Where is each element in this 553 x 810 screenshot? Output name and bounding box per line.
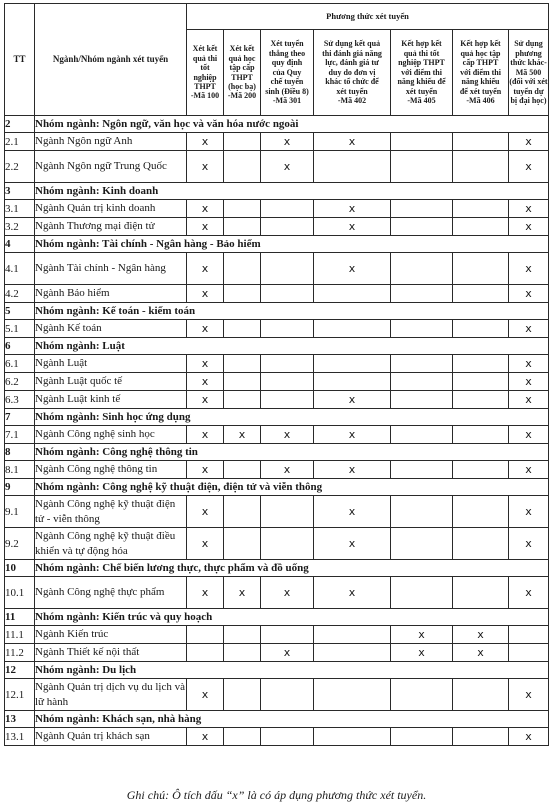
method-mark-cell: x	[314, 426, 391, 444]
row-number: 8	[5, 444, 35, 461]
method-mark-cell: x	[314, 133, 391, 151]
header-method-line: tuyển dự	[513, 86, 544, 96]
header-method-line: (đối với xét	[509, 77, 548, 87]
major-name: Ngành Quản trị kinh doanh	[35, 200, 187, 218]
method-mark-cell: x	[314, 528, 391, 560]
method-mark-cell: x	[391, 626, 453, 644]
major-name: Ngành Quản trị dịch vụ du lịch và lữ hành	[35, 679, 187, 711]
method-mark-cell: x	[314, 253, 391, 285]
header-method-line: với điểm thi	[401, 67, 442, 77]
major-name: Ngành Công nghệ sinh học	[35, 426, 187, 444]
group-row	[5, 338, 549, 355]
method-mark-cell: x	[509, 133, 549, 151]
header-method-line: lực, đánh giá tư	[325, 58, 379, 68]
row-number: 3.2	[5, 218, 35, 236]
method-mark-cell	[224, 218, 261, 236]
method-mark-cell	[314, 373, 391, 391]
major-name: Ngành Bảo hiểm	[35, 285, 187, 303]
method-mark-cell	[453, 528, 509, 560]
group-row	[5, 479, 549, 496]
group-name: Nhóm ngành: Kiến trúc và quy hoạch	[35, 609, 549, 626]
method-mark-cell: x	[314, 577, 391, 609]
table-body	[5, 116, 549, 746]
header-method-line: tập cấp	[229, 63, 255, 73]
major-name: Ngành Quản trị khách sạn	[35, 728, 187, 746]
method-mark-cell: x	[314, 200, 391, 218]
method-mark-cell: x	[261, 426, 314, 444]
method-mark-cell: x	[261, 644, 314, 662]
table-row	[5, 373, 549, 391]
row-number: 5	[5, 303, 35, 320]
method-mark-cell	[224, 133, 261, 151]
major-name: Ngành Công nghệ kỹ thuật điện tử - viễn thông	[35, 496, 187, 528]
method-mark-cell	[391, 528, 453, 560]
row-number: 10	[5, 560, 35, 577]
method-mark-cell	[224, 728, 261, 746]
method-mark-cell: x	[509, 373, 549, 391]
group-name: Nhóm ngành: Khách sạn, nhà hàng	[35, 711, 549, 728]
method-mark-cell	[261, 391, 314, 409]
method-mark-cell	[224, 253, 261, 285]
row-number: 10.1	[5, 577, 35, 609]
header-method-line: Sử dụng	[514, 39, 543, 49]
method-mark-cell	[391, 391, 453, 409]
method-mark-cell	[261, 285, 314, 303]
row-number: 7.1	[5, 426, 35, 444]
header-method-line: Kết hợp kết	[401, 39, 442, 49]
major-name: Ngành Tài chính - Ngân hàng	[35, 253, 187, 285]
header-method-line: -Mã 301	[272, 96, 302, 106]
method-mark-cell	[391, 728, 453, 746]
table-row	[5, 151, 549, 183]
method-mark-cell	[224, 355, 261, 373]
header-method-line: quả học	[228, 53, 256, 63]
group-name: Nhóm ngành: Tài chính - Ngân hàng - Bảo hiểm	[35, 236, 549, 253]
method-mark-cell	[453, 320, 509, 338]
major-name: Ngành Thương mại điện tử	[35, 218, 187, 236]
method-mark-cell	[453, 285, 509, 303]
header-method-line: sinh (Điều 8)	[265, 86, 309, 96]
method-mark-cell	[261, 626, 314, 644]
method-mark-cell: x	[314, 461, 391, 479]
method-mark-cell	[391, 320, 453, 338]
method-mark-cell	[261, 253, 314, 285]
method-mark-cell	[453, 577, 509, 609]
footnote: Ghi chú: Ô tích dấu “x” là có áp dụng phương thức xét tuyển.	[126, 788, 427, 802]
header-method-line: nghiệp	[193, 72, 217, 82]
header-method-line: -Mã 402	[337, 96, 367, 106]
method-mark-cell: x	[509, 728, 549, 746]
header-method-1	[187, 30, 224, 116]
header-method-line: tốt	[200, 63, 210, 73]
method-mark-cell: x	[187, 391, 224, 409]
group-name: Nhóm ngành: Chế biến lương thực, thực phẩm và đồ uống	[35, 560, 549, 577]
table-row	[5, 426, 549, 444]
method-mark-cell	[391, 461, 453, 479]
row-number: 6.3	[5, 391, 35, 409]
row-number: 4.2	[5, 285, 35, 303]
table-row	[5, 391, 549, 409]
method-mark-cell	[314, 151, 391, 183]
method-mark-cell: x	[453, 644, 509, 662]
row-number: 13.1	[5, 728, 35, 746]
header-method-line: Xét kết	[229, 44, 255, 54]
method-mark-cell: x	[509, 355, 549, 373]
method-mark-cell	[224, 626, 261, 644]
method-mark-cell	[261, 679, 314, 711]
method-mark-cell: x	[509, 253, 549, 285]
method-mark-cell	[509, 626, 549, 644]
method-mark-cell	[453, 679, 509, 711]
major-name: Ngành Công nghệ thực phẩm	[35, 577, 187, 609]
major-name: Ngành Luật kinh tế	[35, 391, 187, 409]
method-mark-cell: x	[314, 391, 391, 409]
method-mark-cell	[453, 391, 509, 409]
method-mark-cell: x	[224, 577, 261, 609]
major-name: Ngành Kiến trúc	[35, 626, 187, 644]
table-row	[5, 644, 549, 662]
row-number: 5.1	[5, 320, 35, 338]
method-mark-cell: x	[261, 133, 314, 151]
table-row	[5, 461, 549, 479]
method-mark-cell	[391, 133, 453, 151]
row-number: 11.1	[5, 626, 35, 644]
method-mark-cell: x	[509, 426, 549, 444]
method-mark-cell	[261, 355, 314, 373]
table-row	[5, 133, 549, 151]
method-mark-cell: x	[187, 253, 224, 285]
admission-methods-table	[4, 3, 549, 746]
row-number: 3.1	[5, 200, 35, 218]
header-method-line: thi đánh giá năng	[322, 48, 382, 58]
header-method-line: duy do đơn vị	[328, 67, 376, 77]
method-mark-cell	[261, 496, 314, 528]
method-mark-cell: x	[509, 577, 549, 609]
method-mark-cell	[391, 200, 453, 218]
method-mark-cell: x	[509, 679, 549, 711]
method-mark-cell: x	[509, 496, 549, 528]
header-method-line: của Quy	[272, 67, 302, 77]
method-mark-cell: x	[509, 151, 549, 183]
method-mark-cell: x	[224, 426, 261, 444]
method-mark-cell	[391, 577, 453, 609]
method-mark-cell	[224, 644, 261, 662]
header-method-7	[509, 30, 549, 116]
method-mark-cell: x	[453, 626, 509, 644]
header-method-line: -Mã 406	[466, 96, 495, 106]
method-mark-cell	[453, 151, 509, 183]
table-row	[5, 528, 549, 560]
method-mark-cell	[391, 679, 453, 711]
major-name: Ngành Công nghệ thông tin	[35, 461, 187, 479]
method-mark-cell: x	[509, 461, 549, 479]
method-mark-cell	[391, 253, 453, 285]
method-mark-cell	[391, 373, 453, 391]
method-mark-cell	[391, 218, 453, 236]
row-number: 4	[5, 236, 35, 253]
header-method-line: thức khác-	[510, 58, 547, 68]
group-row	[5, 609, 549, 626]
method-mark-cell: x	[509, 528, 549, 560]
method-mark-cell: x	[261, 461, 314, 479]
header-method-line: Kết hợp kết	[460, 39, 501, 49]
method-mark-cell: x	[187, 426, 224, 444]
method-mark-cell	[261, 218, 314, 236]
method-mark-cell	[453, 133, 509, 151]
header-method-line: bị đại học)	[510, 96, 547, 106]
table-row	[5, 320, 549, 338]
table-row	[5, 200, 549, 218]
method-mark-cell	[453, 218, 509, 236]
header-method-line: xét tuyển	[405, 86, 438, 96]
row-number: 2.2	[5, 151, 35, 183]
header-methods-group: Phương thức xét tuyển	[187, 4, 549, 30]
method-mark-cell: x	[509, 285, 549, 303]
row-number: 11.2	[5, 644, 35, 662]
header-method-line: Xét kết	[192, 44, 218, 54]
method-mark-cell	[261, 200, 314, 218]
group-row	[5, 409, 549, 426]
header-method-line: năng khiếu để	[397, 77, 446, 87]
group-name: Nhóm ngành: Công nghệ kỹ thuật điện, điện tử và viễn thông	[35, 479, 549, 496]
group-name: Nhóm ngành: Luật	[35, 338, 549, 355]
method-mark-cell	[261, 373, 314, 391]
method-mark-cell: x	[187, 577, 224, 609]
header-method-line: xét tuyển	[336, 86, 368, 96]
group-name: Nhóm ngành: Du lịch	[35, 662, 549, 679]
method-mark-cell	[453, 355, 509, 373]
group-row	[5, 711, 549, 728]
group-row	[5, 444, 549, 461]
header-method-line: quả thi	[192, 53, 218, 63]
method-mark-cell: x	[261, 151, 314, 183]
method-mark-cell: x	[187, 679, 224, 711]
row-number: 7	[5, 409, 35, 426]
header-method-line: với điểm thi	[460, 67, 501, 77]
header-method-6	[453, 30, 509, 116]
method-mark-cell	[224, 320, 261, 338]
method-mark-cell	[314, 285, 391, 303]
header-method-line: quả học tập	[460, 48, 501, 58]
row-number: 3	[5, 183, 35, 200]
group-name: Nhóm ngành: Công nghệ thông tin	[35, 444, 549, 461]
method-mark-cell: x	[509, 218, 549, 236]
group-row	[5, 560, 549, 577]
major-name: Ngành Ngôn ngữ Trung Quốc	[35, 151, 187, 183]
method-mark-cell	[261, 528, 314, 560]
method-mark-cell: x	[509, 200, 549, 218]
group-row	[5, 236, 549, 253]
method-mark-cell: x	[314, 218, 391, 236]
row-number: 6	[5, 338, 35, 355]
method-mark-cell: x	[261, 577, 314, 609]
method-mark-cell	[224, 679, 261, 711]
major-name: Ngành Kế toán	[35, 320, 187, 338]
row-number: 8.1	[5, 461, 35, 479]
table-row	[5, 355, 549, 373]
method-mark-cell	[453, 253, 509, 285]
header-method-line: khác tổ chức để	[325, 77, 379, 87]
method-mark-cell	[391, 285, 453, 303]
header-method-line: Sử dụng kết quả	[323, 39, 381, 49]
group-name: Nhóm ngành: Kế toán - kiểm toán	[35, 303, 549, 320]
table-header	[5, 4, 549, 116]
method-mark-cell	[314, 728, 391, 746]
method-mark-cell	[314, 679, 391, 711]
method-mark-cell	[453, 728, 509, 746]
header-method-line: quy định	[271, 58, 303, 68]
row-number: 4.1	[5, 253, 35, 285]
row-number: 9.1	[5, 496, 35, 528]
header-method-line: -Mã 405	[407, 96, 436, 106]
header-method-line: (học bạ)	[228, 81, 256, 91]
method-mark-cell	[391, 426, 453, 444]
method-mark-cell	[224, 285, 261, 303]
method-mark-cell	[391, 496, 453, 528]
method-mark-cell	[224, 200, 261, 218]
method-mark-cell	[314, 355, 391, 373]
method-mark-cell	[314, 320, 391, 338]
header-method-line: quả thi tốt	[403, 48, 440, 58]
header-method-4	[314, 30, 391, 116]
method-mark-cell	[187, 644, 224, 662]
header-method-line: -Mã 100	[190, 91, 220, 101]
method-mark-cell: x	[187, 355, 224, 373]
table-row	[5, 253, 549, 285]
method-mark-cell	[453, 200, 509, 218]
major-name: Ngành Luật quốc tế	[35, 373, 187, 391]
method-mark-cell	[224, 151, 261, 183]
method-mark-cell: x	[509, 320, 549, 338]
method-mark-cell	[224, 496, 261, 528]
header-method-line: THPT	[194, 81, 216, 91]
method-mark-cell	[261, 320, 314, 338]
row-number: 6.2	[5, 373, 35, 391]
method-mark-cell	[187, 626, 224, 644]
group-row	[5, 662, 549, 679]
major-name: Ngành Công nghệ kỹ thuật điều khiển và tự động hóa	[35, 528, 187, 560]
method-mark-cell: x	[187, 218, 224, 236]
method-mark-cell: x	[187, 320, 224, 338]
header-method-2	[224, 30, 261, 116]
table-row	[5, 679, 549, 711]
group-row	[5, 303, 549, 320]
method-mark-cell	[453, 426, 509, 444]
header-tt: TT	[5, 4, 35, 116]
row-number: 6.1	[5, 355, 35, 373]
row-number: 13	[5, 711, 35, 728]
group-name: Nhóm ngành: Ngôn ngữ, văn học và văn hóa nước ngoài	[35, 116, 549, 133]
row-number: 9	[5, 479, 35, 496]
method-mark-cell: x	[187, 200, 224, 218]
header-method-3	[261, 30, 314, 116]
method-mark-cell	[391, 355, 453, 373]
table-row	[5, 285, 549, 303]
header-method-5	[391, 30, 453, 116]
method-mark-cell	[509, 644, 549, 662]
header-method-line: năng khiếu	[461, 77, 500, 87]
method-mark-cell: x	[391, 644, 453, 662]
header-method-line: -Mã 200	[227, 91, 257, 101]
group-name: Nhóm ngành: Kinh doanh	[35, 183, 549, 200]
header-method-line: chế tuyển	[270, 77, 304, 87]
row-number: 12	[5, 662, 35, 679]
method-mark-cell: x	[187, 373, 224, 391]
table-row	[5, 728, 549, 746]
method-mark-cell	[453, 373, 509, 391]
header-method-line: phương	[515, 48, 542, 58]
method-mark-cell: x	[509, 391, 549, 409]
header-method-line: THPT	[231, 72, 253, 82]
group-name: Nhóm ngành: Sinh học ứng dụng	[35, 409, 549, 426]
row-number: 12.1	[5, 679, 35, 711]
header-method-line: Xét tuyển	[270, 39, 304, 49]
method-mark-cell	[314, 626, 391, 644]
header-method-line: nghiệp THPT	[398, 58, 445, 68]
table-row	[5, 626, 549, 644]
method-mark-cell: x	[187, 728, 224, 746]
row-number: 9.2	[5, 528, 35, 560]
method-mark-cell	[391, 151, 453, 183]
row-number: 2	[5, 116, 35, 133]
method-mark-cell	[224, 528, 261, 560]
header-method-line: thẳng theo	[268, 48, 306, 58]
method-mark-cell	[314, 644, 391, 662]
method-mark-cell: x	[187, 528, 224, 560]
table-row	[5, 218, 549, 236]
major-name: Ngành Ngôn ngữ Anh	[35, 133, 187, 151]
group-row	[5, 116, 549, 133]
major-name: Ngành Luật	[35, 355, 187, 373]
group-row	[5, 183, 549, 200]
method-mark-cell: x	[314, 496, 391, 528]
header-method-line: cấp THPT	[462, 58, 499, 68]
major-name: Ngành Thiết kế nội thất	[35, 644, 187, 662]
method-mark-cell: x	[187, 461, 224, 479]
method-mark-cell	[261, 728, 314, 746]
row-number: 11	[5, 609, 35, 626]
method-mark-cell	[453, 496, 509, 528]
header-major-name: Ngành/Nhóm ngành xét tuyển	[35, 4, 187, 116]
header-method-line: để xét tuyển	[459, 86, 502, 96]
method-mark-cell	[224, 391, 261, 409]
row-number: 2.1	[5, 133, 35, 151]
method-mark-cell: x	[187, 496, 224, 528]
table-row	[5, 577, 549, 609]
method-mark-cell	[224, 461, 261, 479]
method-mark-cell	[224, 373, 261, 391]
method-mark-cell: x	[187, 151, 224, 183]
header-method-line: Mã 500	[515, 67, 542, 77]
method-mark-cell	[453, 461, 509, 479]
table-row	[5, 496, 549, 528]
method-mark-cell: x	[187, 133, 224, 151]
method-mark-cell: x	[187, 285, 224, 303]
